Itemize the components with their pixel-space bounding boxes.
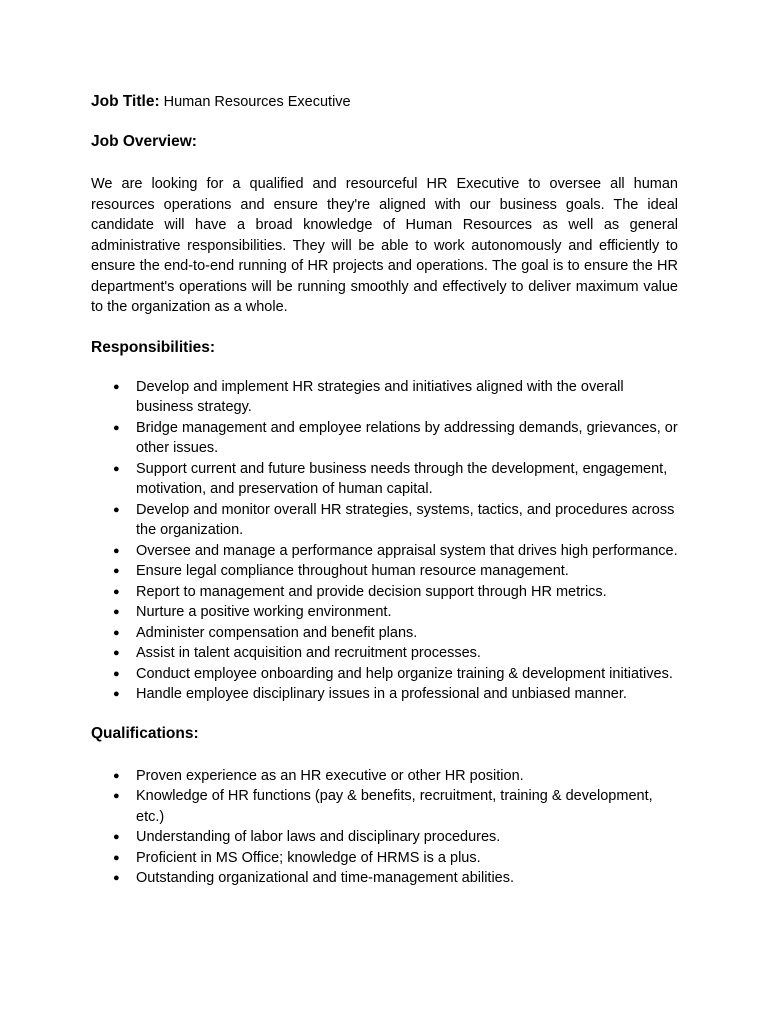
list-item bbox=[91, 827, 678, 848]
document-page bbox=[91, 91, 678, 889]
list-item bbox=[91, 766, 678, 787]
list-item-text: Knowledge of HR functions (pay & benefits, recruitment, training & development, etc.) bbox=[136, 788, 653, 825]
list-item bbox=[91, 602, 678, 623]
overview-paragraph: We are looking for a qualified and resourceful HR Executive to oversee all human resources operations and ensure they're aligned with our business goals. The ideal candidate will have a broad knowledge of Human Resources as well as general administrative responsibilities. They will be able to work autonomously and efficiently to ensure the end-to-end running of HR projects and operations. The goal is to ensure the HR department's operations will be running smoothly and effectively to deliver maximum value to the organization as a whole. bbox=[91, 176, 678, 315]
bullet-icon: ● bbox=[113, 647, 120, 659]
list-item-text: Assist in talent acquisition and recruitment processes. bbox=[136, 645, 481, 661]
list-item-text: Develop and monitor overall HR strategies, systems, tactics, and procedures across the organization. bbox=[136, 501, 675, 538]
bullet-icon: ● bbox=[113, 462, 120, 475]
list-item-text: Proven experience as an HR executive or other HR position. bbox=[136, 767, 524, 784]
bullet-icon: ● bbox=[113, 585, 120, 598]
list-item-text: Develop and implement HR strategies and initiatives aligned with the overall business strategy. bbox=[136, 378, 624, 415]
list-item-text: Nurture a positive working environment. bbox=[136, 604, 392, 620]
list-item-text: Understanding of labor laws and disciplinary procedures. bbox=[136, 829, 501, 845]
list-item bbox=[91, 643, 678, 664]
bullet-icon: ● bbox=[113, 790, 120, 802]
qualifications-list bbox=[91, 766, 678, 889]
bullet-icon: ● bbox=[113, 565, 120, 577]
bullet-icon: ● bbox=[113, 769, 120, 782]
list-item bbox=[91, 582, 678, 603]
list-item-text: Administer compensation and benefit plans. bbox=[136, 624, 418, 641]
bullet-icon: ● bbox=[113, 688, 120, 700]
bullet-icon: ● bbox=[113, 380, 120, 393]
list-item bbox=[91, 664, 678, 685]
list-item bbox=[91, 684, 678, 705]
overview-heading: Job Overview: bbox=[91, 133, 197, 150]
list-item-text: Oversee and manage a performance appraisal system that drives high performance. bbox=[136, 542, 678, 559]
bullet-icon: ● bbox=[113, 421, 120, 434]
list-item bbox=[91, 786, 678, 827]
bullet-icon: ● bbox=[113, 626, 120, 639]
job-title-label: Job Title: bbox=[91, 93, 160, 110]
qualifications-heading: Qualifications: bbox=[91, 724, 199, 742]
bullet-icon: ● bbox=[113, 872, 120, 884]
bullet-icon: ● bbox=[113, 544, 120, 557]
list-item bbox=[91, 848, 678, 869]
job-title-line bbox=[91, 91, 678, 113]
bullet-icon: ● bbox=[113, 667, 120, 680]
list-item-text: Bridge management and employee relations by addressing demands, grievances, or other issues. bbox=[136, 419, 678, 456]
bullet-icon: ● bbox=[113, 831, 120, 843]
list-item bbox=[91, 541, 678, 562]
list-item-text: Outstanding organizational and time-management abilities. bbox=[136, 870, 515, 886]
list-item-text: Proficient in MS Office; knowledge of HRMS is a plus. bbox=[136, 849, 481, 866]
responsibilities-heading: Responsibilities: bbox=[91, 338, 216, 356]
list-item-text: Support current and future business needs through the development, engagement, motivation, and preservation of human capital. bbox=[136, 460, 668, 497]
list-item-text: Report to management and provide decision support through HR metrics. bbox=[136, 583, 607, 600]
list-item-text: Handle employee disciplinary issues in a professional and unbiased manner. bbox=[136, 686, 627, 702]
list-item bbox=[91, 868, 678, 889]
job-title-value: Human Resources Executive bbox=[163, 94, 351, 110]
bullet-icon: ● bbox=[113, 606, 120, 618]
list-item bbox=[91, 418, 678, 459]
bullet-icon: ● bbox=[113, 851, 120, 864]
responsibilities-list bbox=[91, 377, 678, 705]
list-item bbox=[91, 500, 678, 541]
list-item bbox=[91, 459, 678, 500]
bullet-icon: ● bbox=[113, 503, 120, 516]
list-item bbox=[91, 561, 678, 582]
list-item-text: Ensure legal compliance throughout human resource management. bbox=[136, 563, 569, 579]
list-item bbox=[91, 377, 678, 418]
list-item-text: Conduct employee onboarding and help organize training & development initiatives. bbox=[136, 665, 673, 682]
list-item bbox=[91, 623, 678, 644]
